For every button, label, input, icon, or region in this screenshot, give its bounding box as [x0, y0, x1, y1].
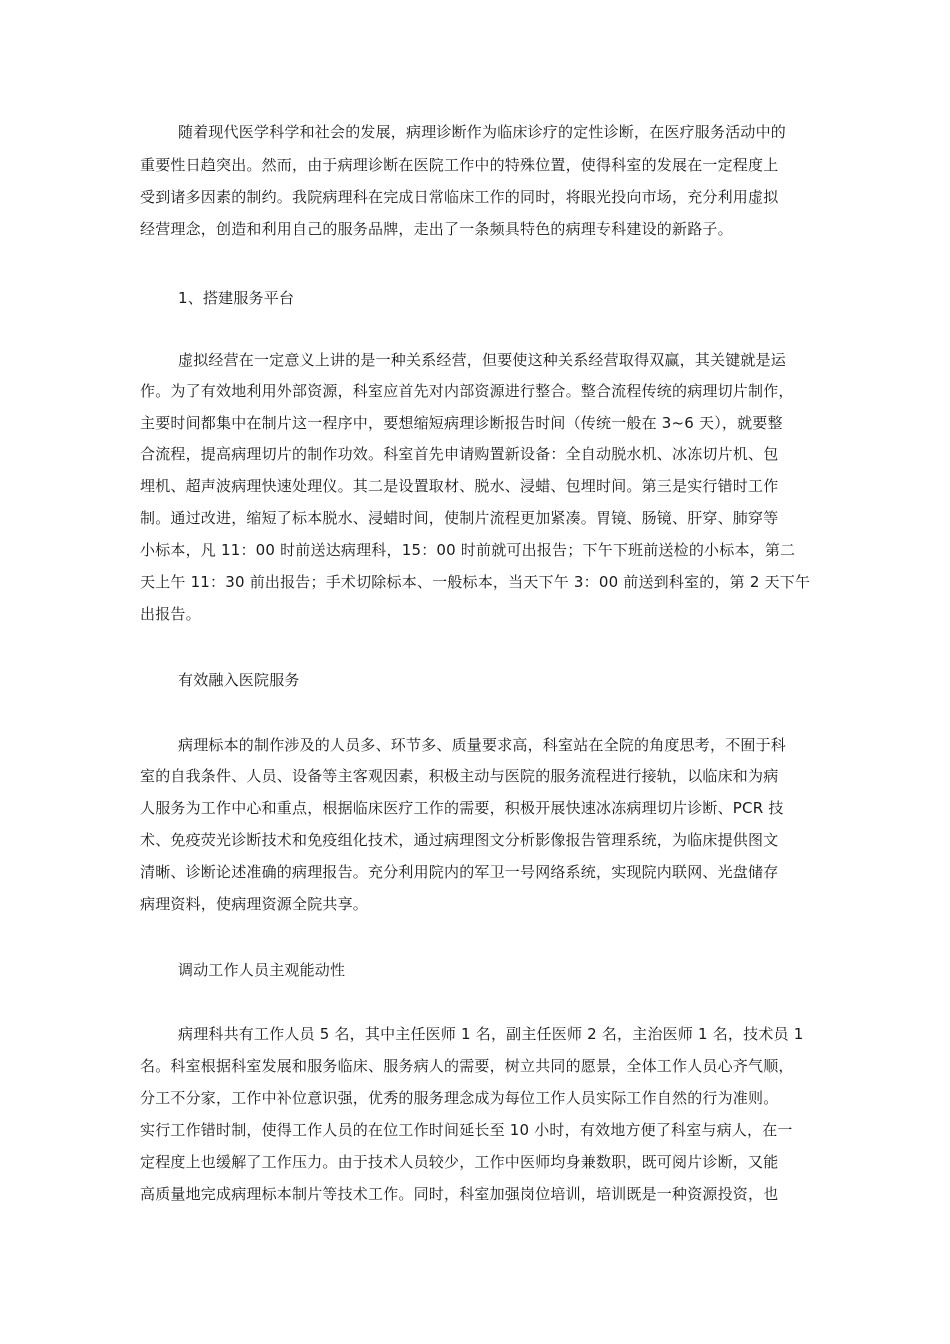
paragraph-4-line-3: 分工不分家，工作中补位意识强，优秀的服务理念成为每位工作人员实际工作自然的行为准则。 — [140, 1089, 779, 1107]
paragraph-2-line-3: 主要时间都集中在制片这一程序中，要想缩短病理诊断报告时间（传统一般在 3~6 天），就要整 — [140, 414, 783, 432]
paragraph-2-line-9: 出报告。 — [140, 605, 201, 623]
paragraph-3-line-6: 病理资料，使病理资源全院共享。 — [140, 895, 369, 913]
paragraph-4-line-2: 名。科室根据科室发展和服务临床、服务病人的需要，树立共同的愿景，全体工作人员心齐气顺， — [140, 1057, 794, 1075]
paragraph-4-line-4: 实行工作错时制，使得工作人员的在位工作时间延长至 10 小时，有效地方便了科室与病人，在一 — [140, 1121, 793, 1139]
paragraph-2-line-8: 天上午 11：30 前出报告；手术切除标本、一般标本，当天下午 3：00 前送到科室的，第 2 天下午 — [140, 573, 811, 591]
paragraph-3-line-5: 清晰、诊断论述准确的病理报告。充分利用院内的军卫一号网络系统，实现院内联网、光盘储存 — [140, 863, 779, 881]
paragraph-2-line-4: 合流程，提高病理切片的制作功效。科室首先申请购置新设备：全自动脱水机、冰冻切片机、包 — [140, 445, 779, 463]
paragraph-2-line-6: 制。通过改进，缩短了标本脱水、浸蜡时间，使制片流程更加紧凑。胃镜、肠镜、肝穿、肺穿等 — [140, 509, 779, 527]
section-heading-motivate-staff: 调动工作人员主观能动性 — [178, 961, 346, 979]
paragraph-2-line-7: 小标本，凡 11：00 时前送达病理科，15：00 时前就可出报告；下午下班前送检的小标本，第二 — [140, 541, 796, 559]
paragraph-3-line-1: 病理标本的制作涉及的人员多、环节多、质量要求高，科室站在全院的角度思考，不囿于科 — [178, 736, 787, 754]
paragraph-3-line-4: 术、免疫荧光诊断技术和免疫组化技术，通过病理图文分析影像报告管理系统，为临床提供图文 — [140, 831, 779, 849]
section-heading-build-platform: 1、搭建服务平台 — [178, 289, 295, 307]
paragraph-2-line-5: 埋机、超声波病理快速处理仪。其二是设置取材、脱水、浸蜡、包埋时间。第三是实行错时工作 — [140, 477, 779, 495]
paragraph-4-line-1: 病理科共有工作人员 5 名，其中主任医师 1 名，副主任医师 2 名，主治医师 1 名，技术员 1 — [178, 1025, 804, 1043]
paragraph-2-line-1: 虚拟经营在一定意义上讲的是一种关系经营，但要使这种关系经营取得双赢，其关键就是运 — [178, 351, 787, 369]
paragraph-3-line-3: 人服务为工作中心和重点，根据临床医疗工作的需要，积极开展快速冰冻病理切片诊断、PCR 技 — [140, 799, 784, 817]
paragraph-1-line-3: 受到诸多因素的制约。我院病理科在完成日常临床工作的同时，将眼光投向市场，充分利用虚拟 — [140, 188, 779, 206]
paragraph-1-line-1: 随着现代医学科学和社会的发展，病理诊断作为临床诊疗的定性诊断，在医疗服务活动中的 — [178, 123, 787, 141]
paragraph-3-line-2: 室的自我条件、人员、设备等主客观因素，积极主动与医院的服务流程进行接轨，以临床和为病 — [140, 767, 779, 785]
paragraph-1-line-2: 重要性日趋突出。然而，由于病理诊断在医院工作中的特殊位置，使得科室的发展在一定程度上 — [140, 156, 779, 174]
paragraph-2-line-2: 作。为了有效地利用外部资源，科室应首先对内部资源进行整合。整合流程传统的病理切片制作， — [140, 382, 794, 400]
paragraph-4-line-6: 高质量地完成病理标本制片等技术工作。同时，科室加强岗位培训，培训既是一种资源投资，也 — [140, 1185, 779, 1203]
paragraph-4-line-5: 定程度上也缓解了工作压力。由于技术人员较少，工作中医师均身兼数职，既可阅片诊断，又能 — [140, 1153, 779, 1171]
paragraph-1-line-4: 经营理念，创造和利用自己的服务品牌，走出了一条频具特色的病理专科建设的新路子。 — [140, 220, 733, 238]
section-heading-integrate-hospital-service: 有效融入医院服务 — [178, 671, 300, 689]
